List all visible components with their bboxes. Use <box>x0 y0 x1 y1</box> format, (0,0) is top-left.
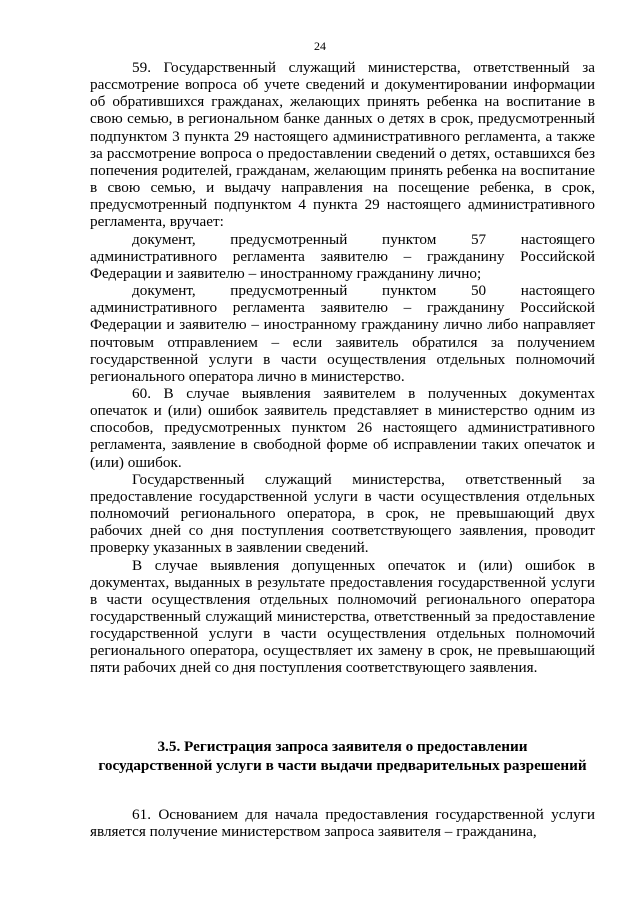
body-text <box>90 59 595 677</box>
section-heading-line-1: 3.5. Регистрация запроса заявителя о предоставлении <box>157 738 528 755</box>
paragraph-60-check: Государственный служащий министерства, ответственный за предоставление государственной услуги в части осуществления отдельных полномочий регионального оператора, в срок, не превышающий двух рабочих дней со дня поступления соответствующего заявления, проводит проверку указанных в заявлении сведений. <box>90 470 595 557</box>
paragraph-59: 59. Государственный служащий министерства, ответственный за рассмотрение вопроса об учете сведений и документировании информации об обратившихся гражданах, желающих принять ребенка на воспитание в свою семью, в региональном банке данных о детях в срок, предусмотренный подпунктом 3 пункта 29 настоящего административного регламента, а также за рассмотрение вопроса о предоставлении сведений о детях, оставшихся без попечения родителей, гражданам, желающим принять ребенка на воспитание в свою семью, и выдачу направления на посещение ребенка, в срок, предусмотренный подпунктом 4 пункта 29 настоящего административного регламента, вручает: <box>90 59 595 231</box>
section-heading-line-2: государственной услуги в части выдачи предварительных разрешений <box>98 757 587 774</box>
body-text-continued <box>90 806 595 840</box>
paragraph-60: 60. В случае выявления заявителем в полученных документах опечаток и (или) ошибок заявитель представляет в министерство одним из способов, предусмотренных пунктом 26 настоящего административного регламента, заявление в свободной форме об исправлении таких опечаток и (или) ошибок. <box>90 384 595 471</box>
section-heading <box>90 737 595 775</box>
page-number: 24 <box>314 39 326 53</box>
paragraph-61: 61. Основанием для начала предоставления государственной услуги является получение министерством запроса заявителя – гражданина, <box>90 806 595 841</box>
paragraph-59-item-1: документ, предусмотренный пунктом 57 настоящего административного регламента заявителю – гражданину Российской Федерации и заявителю – иностранному гражданину лично; <box>90 230 595 282</box>
paragraph-60-replacement: В случае выявления допущенных опечаток и (или) ошибок в документах, выданных в результате предоставления государственной услуги в части осуществления отдельных полномочий регионального оператора государственный служащий министерства, ответственный за предоставление государственной услуги в части осуществления отдельных полномочий регионального оператора, осуществляет их замену в срок, не превышающий пяти рабочих дней со дня поступления соответствующего заявления. <box>90 556 595 677</box>
paragraph-59-item-2: документ, предусмотренный пунктом 50 настоящего административного регламента заявителю – гражданину Российской Федерации и заявителю – иностранному гражданину лично либо направляет почтовым отправлением – если заявитель обратился за получением государственной услуги в части осуществления отдельных полномочий регионального оператора лично в министерство. <box>90 282 595 385</box>
